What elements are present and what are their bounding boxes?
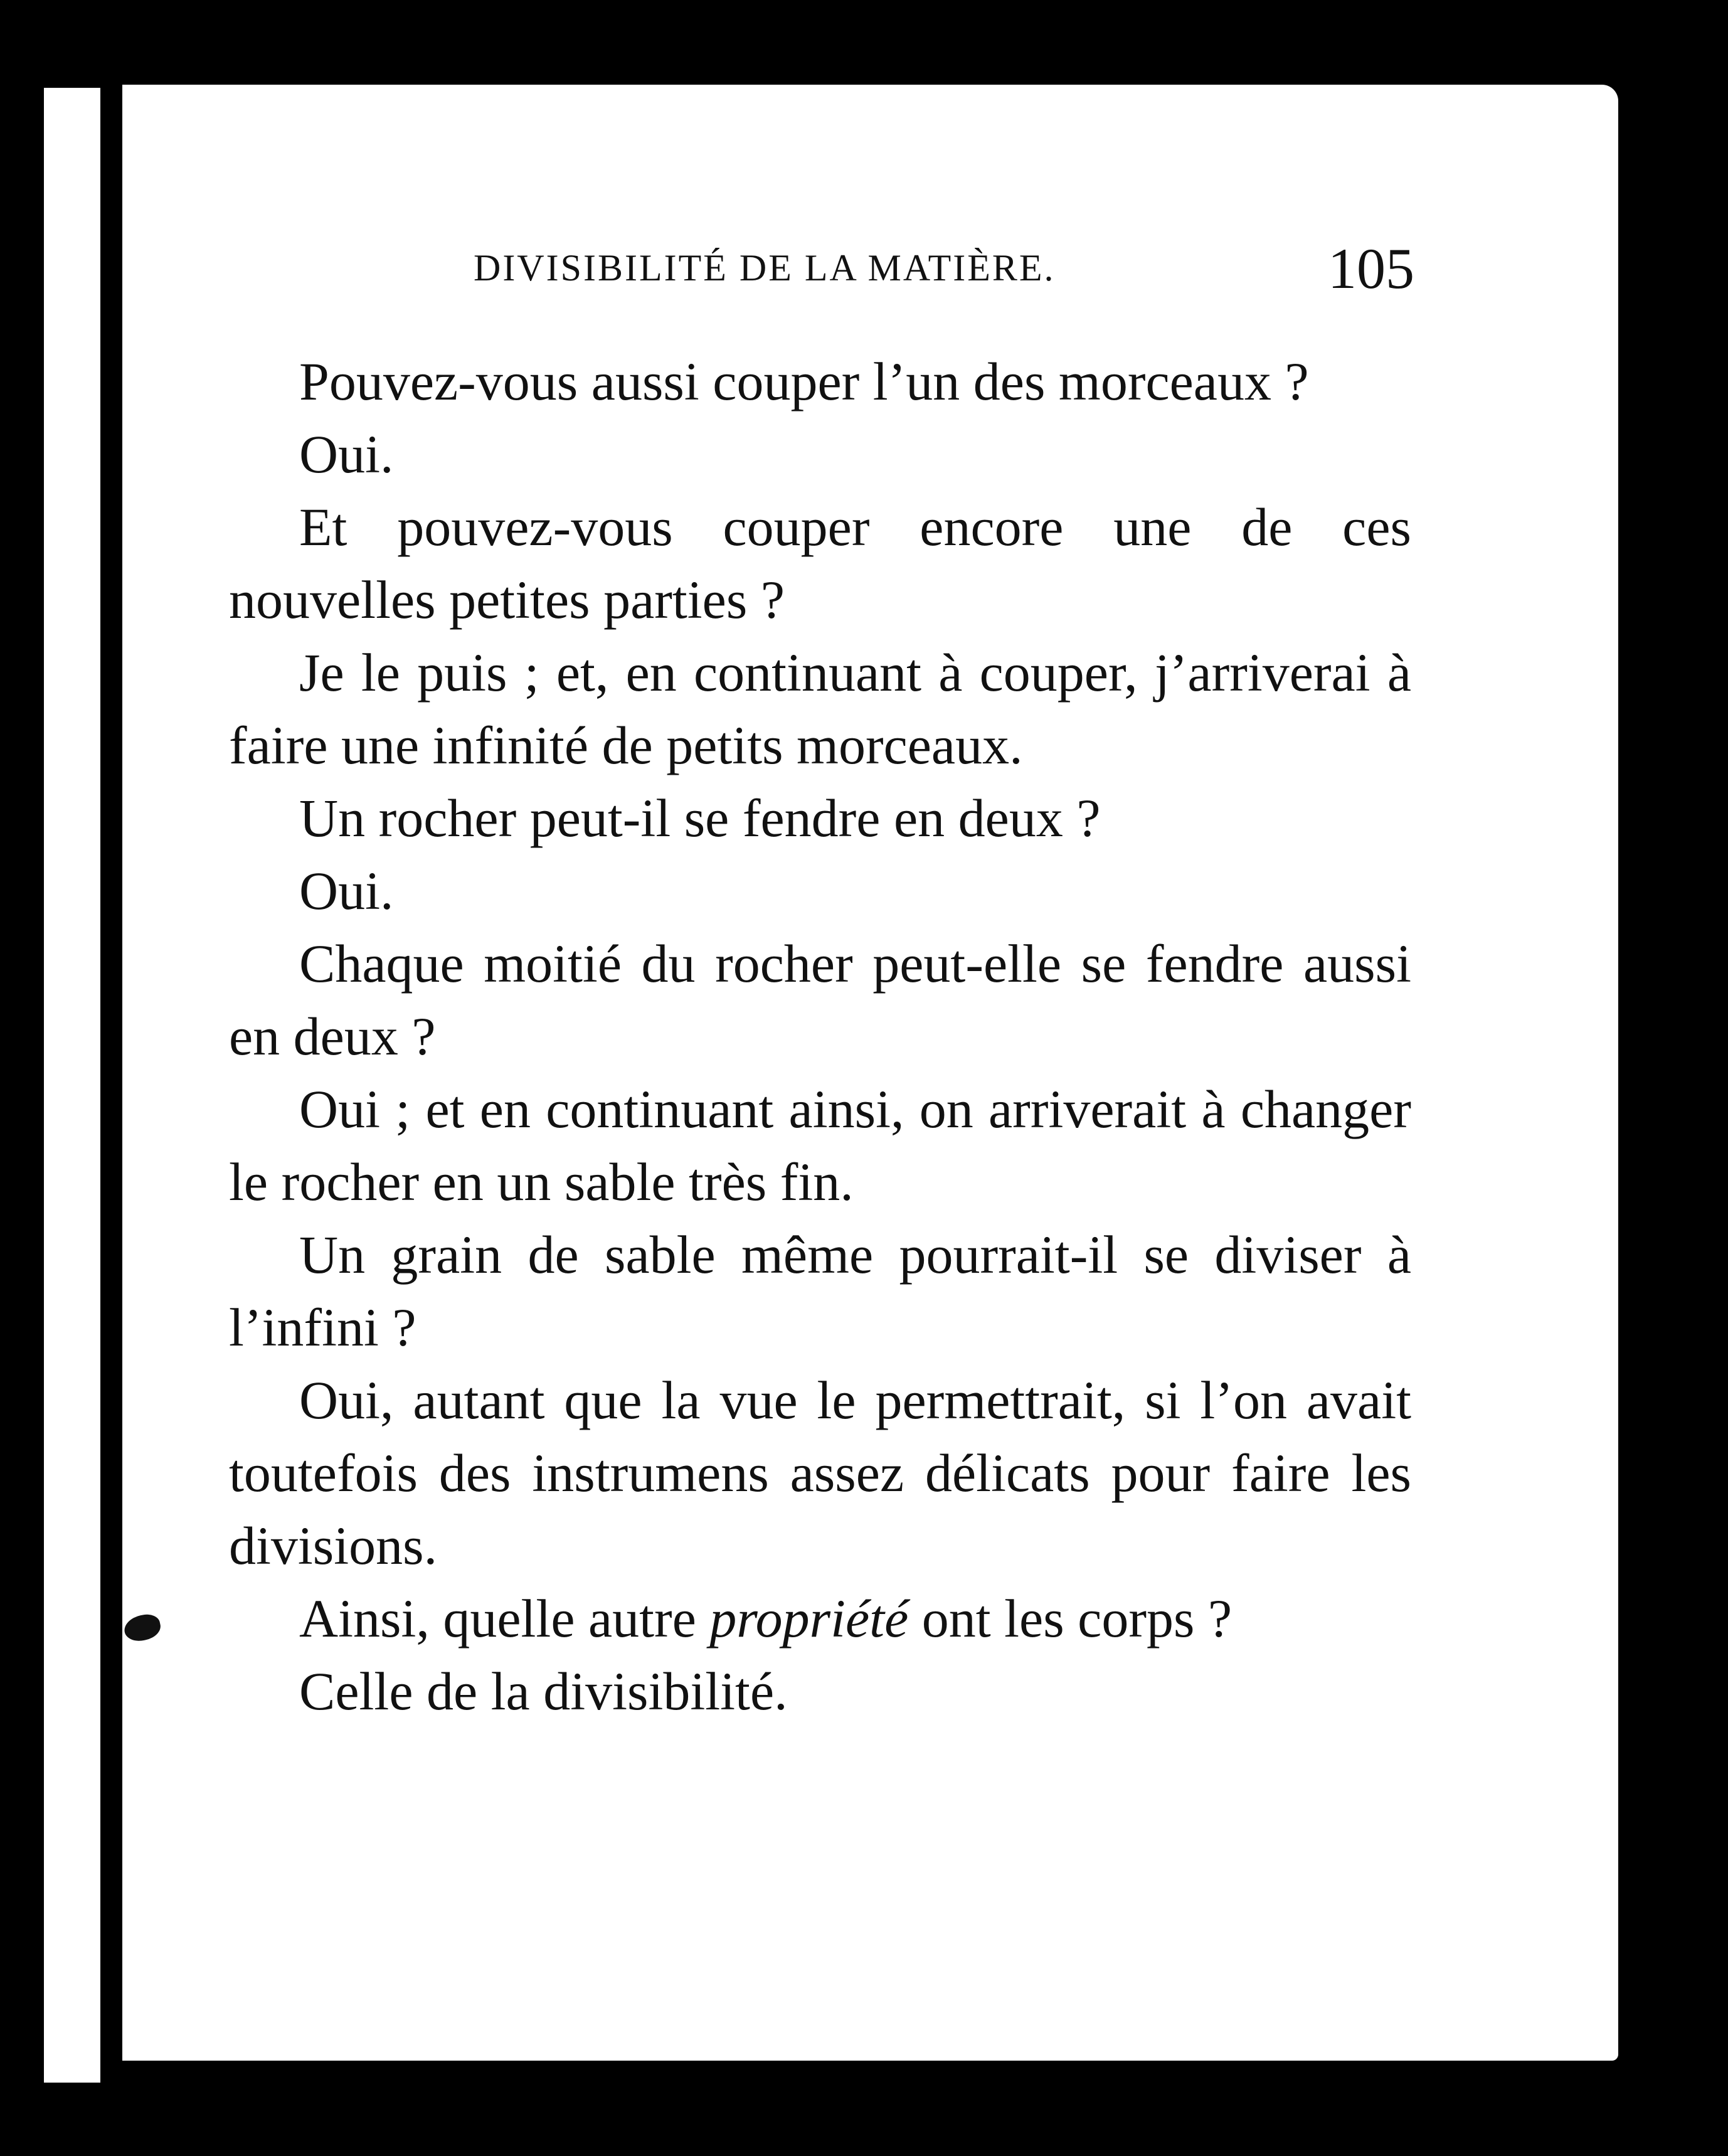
paragraph: Oui. <box>299 424 394 484</box>
adjacent-page-edge <box>44 88 100 2083</box>
paragraph: Pouvez-vous aussi couper l’un des morceaux ? <box>299 351 1309 412</box>
italic-term: propriété <box>709 1588 909 1649</box>
paragraph: Chaque moitié du rocher peut-elle se fendre aussi en deux ? <box>229 933 1411 1066</box>
page-header <box>348 235 1414 298</box>
paragraph-text: ont les corps ? <box>908 1588 1232 1649</box>
paragraph: Oui. <box>299 861 394 921</box>
body-text <box>229 345 1411 1728</box>
paragraph-text: Ainsi, quelle autre <box>299 1588 710 1649</box>
page-number: 105 <box>1328 236 1414 300</box>
running-title: DIVISIBILITÉ DE LA MATIÈRE. <box>474 247 1056 289</box>
paragraph: Un rocher peut-il se fendre en deux ? <box>299 788 1101 848</box>
paragraph: Un grain de sable même pourrait-il se diviser à l’infini ? <box>229 1224 1411 1357</box>
paragraph: Celle de la divisibilité. <box>299 1661 788 1721</box>
paragraph: Je le puis ; et, en continuant à couper, j’arriverai à faire une infinité de petits morceaux. <box>229 642 1411 775</box>
paragraph: Oui ; et en continuant ainsi, on arriverait à changer le rocher en un sable très fin. <box>229 1079 1411 1212</box>
paragraph <box>229 1582 1411 1655</box>
paragraph: Et pouvez-vous couper encore une de ces nouvelles petites parties ? <box>229 497 1411 630</box>
paragraph: Oui, autant que la vue le permettrait, si l’on avait toutefois des instrumens assez délicats pour faire les divisions. <box>229 1370 1411 1576</box>
